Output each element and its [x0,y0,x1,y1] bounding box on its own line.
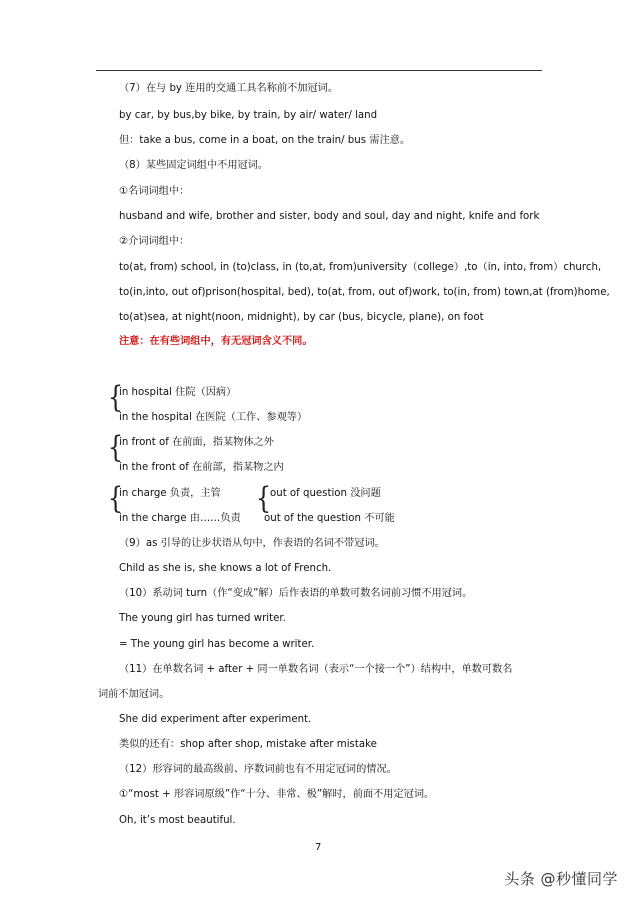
subheading: ②介词词组中： [119,236,190,247]
rule-11-heading: （11）在单数名词 + after + 同一单数名词（表示“一个接一个”）结构中，单数可数名 [119,664,513,675]
example-line: by car, by bus,by bike, by train, by air/ water/ land [119,110,378,121]
left-brace: { [107,430,124,465]
phrase-pair-item: in the front of 在前部，指某物之内 [119,462,284,473]
example-line: Child as she is, she knows a lot of French. [119,563,332,574]
example-line: to(in,into, out of)prison(hospital, bed), to(at, from, out of)work, to(in, from) town,at (from)home, [119,287,610,298]
note-heading: 注意：在有些词组中，有无冠词含义不同。 [119,336,313,347]
phrase-pair-item: out of question 没问题 [270,488,381,499]
rule-7-heading: （7）在与 by 连用的交通工具名称前不加冠词。 [119,83,339,94]
example-line: She did experiment after experiment. [119,714,312,725]
left-brace: { [255,481,272,516]
rule-11-continuation: 词前不加冠词。 [98,689,170,700]
example-line: husband and wife, brother and sister, body and soul, day and night, knife and fork [119,211,540,222]
subheading: ①名词词组中： [119,186,190,197]
phrase-pair-item: in front of 在前面，指某物体之外 [119,437,274,448]
example-line: The young girl has turned writer. [119,613,286,624]
left-brace: { [107,481,124,516]
header-rule [96,70,542,71]
rule-9-heading: （9）as 引导的让步状语从句中，作表语的名词不带冠词。 [119,538,385,549]
example-line: Oh, it’s most beautiful. [119,815,236,826]
example-line: 但：take a bus, come in a boat, on the train/ bus 需注意。 [119,135,411,146]
page-number: 7 [315,842,322,853]
left-brace: { [107,380,124,415]
phrase-pair-item: in hospital 住院（因病） [119,387,237,398]
rule-12-heading: （12）形容词的最高级前、序数词前也有不用定冠词的情况。 [119,764,397,775]
rule-10-heading: （10）系动词 turn（作“变成”解）后作表语的单数可数名词前习惯不用冠词。 [119,588,473,599]
example-line: = The young girl has become a writer. [119,639,315,650]
example-line: to(at, from) school, in (to)class, in (to,at, from)university（college）,to（in, into, from）church, [119,262,602,273]
example-line: to(at)sea, at night(noon, midnight), by car (bus, bicycle, plane), on foot [119,312,484,323]
phrase-pair-item: in the hospital 在医院（工作、参观等） [119,412,308,423]
example-line: 类似的还有：shop after shop, mistake after mistake [119,739,377,750]
subheading: ①“most + 形容词原级”作“十分、非常、极”解时，前面不用定冠词。 [119,789,435,800]
phrase-pair-item: in charge 负责，主管 [119,488,221,499]
watermark: 头条 @秒懂同学 [500,866,622,891]
rule-8-heading: （8）某些固定词组中不用冠词。 [119,160,269,171]
phrase-pair-item: in the charge 由……负责 [119,513,241,524]
phrase-pair-item: out of the question 不可能 [264,513,395,524]
